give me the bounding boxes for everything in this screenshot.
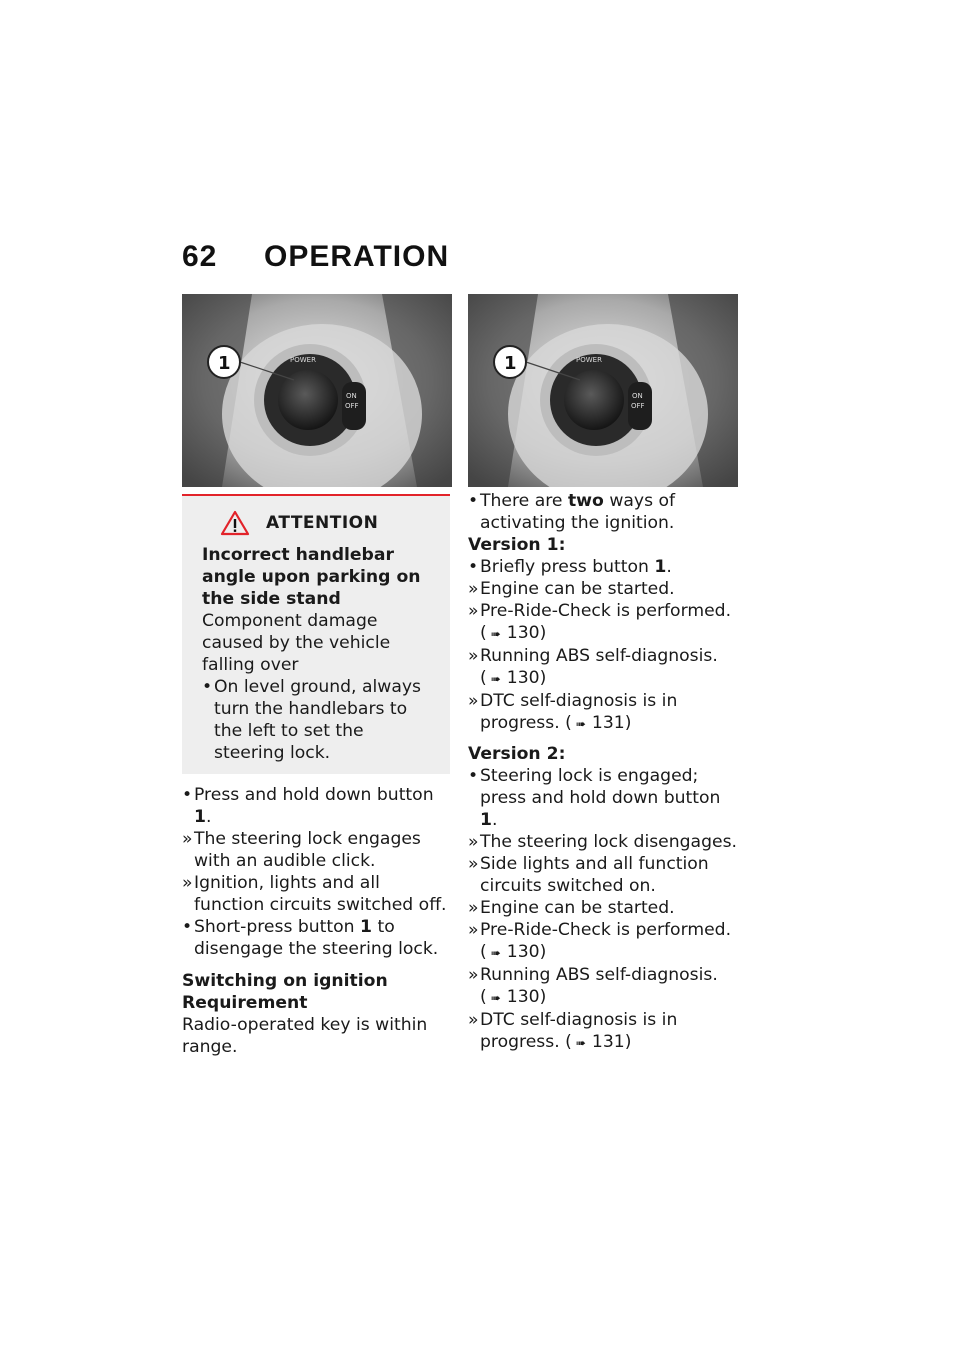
result-text: DTC self-diagnosis is in progress. (480, 1010, 678, 1052)
page-ref[interactable]: 130 (506, 668, 540, 688)
result-text: Running ABS self-diagnosis. (480, 646, 718, 666)
attention-header (220, 510, 436, 536)
result-arrow-icon: » (468, 854, 479, 874)
requirement-heading: Requirement (182, 993, 308, 1013)
result-text: Pre-Ride-Check is performed. (480, 601, 732, 621)
result-arrow-icon: » (468, 965, 479, 985)
list-item (468, 578, 740, 600)
attention-description: Component damage caused by the vehicle falling over (202, 611, 391, 675)
page-number: 62 (182, 240, 218, 273)
result-text: Engine can be started. (480, 579, 675, 599)
page-ref[interactable]: 131 (591, 713, 625, 733)
result-arrow-icon: » (468, 920, 479, 940)
intro-text-end: ways of activating the ignition. (480, 491, 676, 533)
list-item: » Pre-Ride-Check is performed. ( ➠ 130) (468, 601, 732, 643)
bullet-icon: • (202, 677, 213, 697)
attention-box (182, 494, 450, 774)
list-item (468, 556, 740, 578)
list-item: » DTC self-diagnosis is in progress. ( ➠ 131) (468, 1010, 678, 1052)
result-arrow-icon: » (468, 1010, 479, 1030)
right-column (468, 490, 740, 1054)
result-arrow-icon: » (468, 832, 479, 852)
result-arrow-icon: » (468, 601, 479, 621)
result-arrow-icon: » (468, 691, 479, 711)
attention-title: ATTENTION (266, 513, 379, 533)
left-column (182, 494, 450, 1058)
list-item (468, 897, 740, 919)
list-item: » Running ABS self-diagnosis. ( ➠ 130) (468, 646, 718, 688)
bullet-icon: • (182, 785, 193, 805)
section-title: OPERATION (264, 240, 450, 273)
power-label: POWER (576, 356, 602, 364)
result-arrow-icon: » (468, 646, 479, 666)
page-ref-arrow-icon: ➠ (575, 1036, 586, 1050)
list-item (182, 784, 450, 828)
step-text: Briefly press button (480, 557, 655, 577)
result-text: The steering lock disengages. (480, 832, 737, 852)
result-arrow-icon: » (468, 898, 479, 918)
result-arrow-icon: » (182, 873, 193, 893)
list-item (468, 765, 740, 831)
page-ref[interactable]: 130 (506, 623, 540, 643)
callout-1: 1 (218, 353, 231, 374)
page-ref[interactable]: 131 (591, 1032, 625, 1052)
bullet-icon: • (468, 557, 479, 577)
button-ref: 1 (480, 810, 492, 830)
list-item (468, 831, 740, 853)
list-item: » Running ABS self-diagnosis. ( ➠ 130) (468, 965, 718, 1007)
page-ref[interactable]: 130 (506, 987, 540, 1007)
step-text-end: . (491, 810, 498, 830)
intro-text: There are (480, 491, 568, 511)
page-ref-arrow-icon: ➠ (490, 627, 501, 641)
result-text: Running ABS self-diagnosis. (480, 965, 718, 985)
step-text: Press and hold down button (194, 785, 434, 805)
page-header (182, 240, 449, 274)
step-text-end: . (666, 557, 672, 577)
intro-bold: two (567, 491, 604, 511)
result-text: DTC self-diagnosis is in progress. (480, 691, 678, 733)
button-ref: 1 (654, 557, 667, 577)
power-label: POWER (290, 356, 316, 364)
list-item (202, 676, 436, 764)
list-item (468, 853, 740, 897)
off-label: OFF (631, 402, 645, 410)
page-ref-arrow-icon: ➠ (575, 717, 586, 731)
callout-1: 1 (504, 353, 517, 374)
page-ref-arrow-icon: ➠ (490, 672, 501, 686)
result-arrow-icon: » (468, 579, 479, 599)
step-text: Short-press button (194, 917, 361, 937)
result-text: Engine can be started. (480, 898, 675, 918)
result-arrow-icon: » (182, 829, 193, 849)
step-text: Steering lock is engaged; press and hold down button (480, 766, 721, 808)
step-text-end: to disengage the steering lock. (194, 917, 439, 959)
attention-subtitle: Incorrect handlebar angle upon parking on the side stand (202, 545, 421, 609)
figure-power-button-left (182, 294, 452, 487)
section-heading: Switching on ignition (182, 971, 388, 991)
button-ref: 1 (194, 807, 206, 827)
requirement-text: Radio-operated key is within range. (182, 1015, 428, 1057)
off-label: OFF (345, 402, 359, 410)
step-text-end: . (205, 807, 212, 827)
list-item (182, 828, 450, 872)
warning-triangle-icon (220, 510, 250, 536)
list-item (182, 872, 450, 916)
bullet-icon: • (468, 491, 479, 511)
figure-power-button-right (468, 294, 738, 487)
page-ref-arrow-icon: ➠ (490, 946, 501, 960)
page-ref[interactable]: 130 (506, 942, 540, 962)
attention-action: On level ground, always turn the handlebars to the left to set the steering lock. (214, 677, 421, 763)
on-label: ON (346, 392, 357, 400)
result-text: Side lights and all function circuits switched on. (480, 854, 709, 896)
version1-heading: Version 1: (468, 535, 566, 555)
result-text: Pre-Ride-Check is performed. (480, 920, 732, 940)
result-text: Ignition, lights and all function circuits switched off. (194, 873, 447, 915)
bullet-icon: • (182, 917, 193, 937)
list-item (182, 916, 450, 960)
page-ref-arrow-icon: ➠ (490, 991, 501, 1005)
on-label: ON (632, 392, 643, 400)
list-item: » Pre-Ride-Check is performed. ( ➠ 130) (468, 920, 732, 962)
list-item (468, 490, 740, 534)
version2-heading: Version 2: (468, 744, 566, 764)
bullet-icon: • (468, 766, 479, 786)
result-text: The steering lock engages with an audible click. (194, 829, 421, 871)
button-ref: 1 (360, 917, 372, 937)
list-item: » DTC self-diagnosis is in progress. ( ➠ 131) (468, 691, 678, 733)
